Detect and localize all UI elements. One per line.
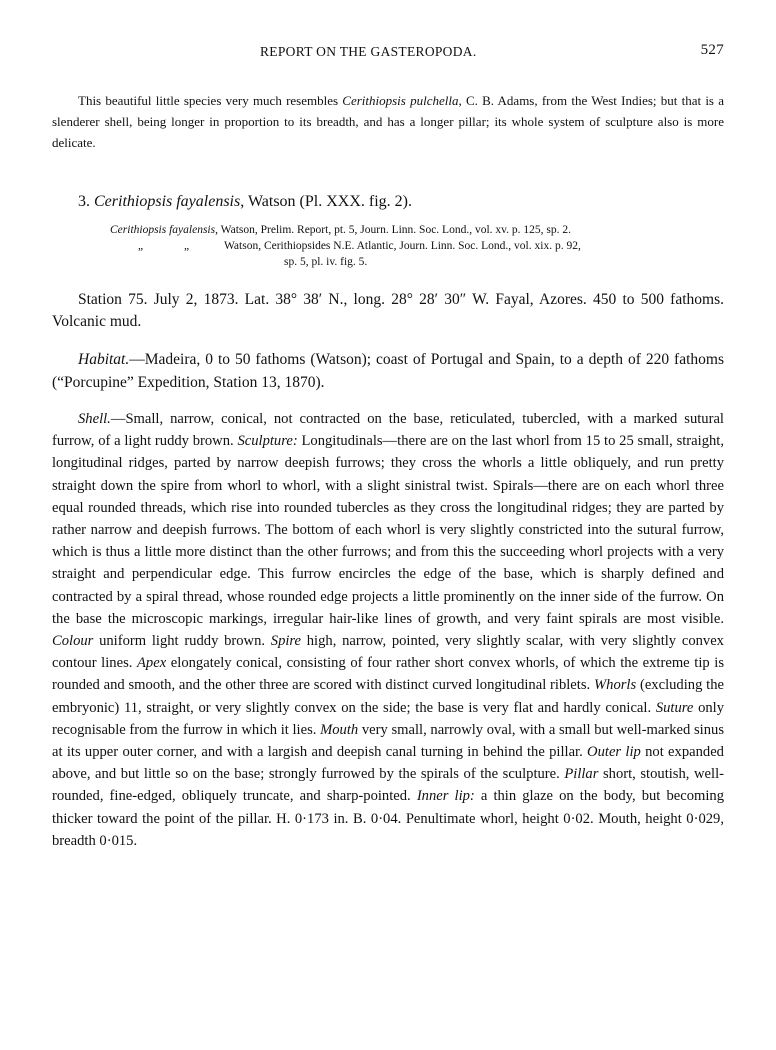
colour-label: Colour bbox=[52, 633, 94, 650]
species-name: Cerithiopsis fayalensis bbox=[94, 193, 241, 210]
shell-text-10: short, stoutish, well-rounded, fine-edged, obliquely truncate, and sharp-pointed. bbox=[52, 766, 724, 805]
references bbox=[110, 222, 724, 270]
reference-1 bbox=[110, 222, 724, 238]
shell-text-7: only recognisable from the furrow in which it lies. bbox=[52, 699, 725, 738]
reference-1-name: Cerithiopsis fayalensis bbox=[110, 224, 216, 236]
station-info bbox=[52, 289, 724, 333]
shell-text-5: elongately conical, consisting of four rather short convex whorls, of which the extreme tip is rounded and smooth, and the other three are scored with distinct curved longitudinal riblets. bbox=[52, 655, 725, 694]
reference-2-text: Watson, Cerithiopsides N.E. Atlantic, Journ. Linn. Soc. Lond., vol. xix. p. 92, bbox=[224, 240, 581, 252]
habitat-label: Habitat. bbox=[78, 351, 130, 368]
species-heading bbox=[78, 191, 724, 213]
shell-text-11: a thin glaze on the body, but becoming thicker toward the point of the pillar. H. 0·173 in. B. 0·04. Penultimate whorl, height 0·02. Mouth, height 0·029, breadth 0·015. bbox=[52, 788, 724, 849]
shell-text-3: uniform light ruddy brown. bbox=[93, 633, 271, 650]
habitat-text: —Madeira, 0 to 50 fathoms (Watson); coast of Portugal and Spain, to a depth of 220 fathoms (“Porcupine” Expedition, Station 13, 1870). bbox=[52, 351, 724, 391]
shell-text-8: very small, narrowly oval, with a small but well-marked sinus at its upper outer corner, and with a largish and deepish canal turning in behind the pillar. bbox=[52, 721, 724, 761]
shell-text-2: Longitudinals—there are on the last whorl from 15 to 25 small, straight, longitudinal ridges, parted by narrow deepish furrows; they cross the whorls a little obliquely, and run pretty straight down the spire from whorl to whorl, with a slight sinistral twist. Spirals—there are on each whorl three equal rounded threads, which rise into rounded tubercles as they cross the longitudinal ridges; they are parted by rather narrow and deepish furrows. The bottom of each whorl is very slightly constricted into the sutural furrow, which is thus a little more distinct than the other furrows; and from this the succeeding whorl projects with a very straight and perpendicular edge. This furrow encircles the edge of the base, which is sharply defined and contracted by a spiral thread, whose rounded edge projects a little prominently on the inner side of the furrow. On the base the microscopic markings, irregular hair-like lines of growth, and very faint spirals are most visible. bbox=[52, 433, 724, 627]
species-authority: , Watson (Pl. XXX. fig. 2). bbox=[240, 193, 412, 210]
shell-text-4: high, narrow, pointed, very slightly scalar, with very slightly convex contour lines. bbox=[52, 633, 724, 672]
shell-text-1: —Small, narrow, conical, not contracted on the base, reticulated, tubercled, with a marked sutural furrow, of a light ruddy brown. bbox=[52, 411, 724, 450]
sculpture-label: Sculpture: bbox=[237, 433, 298, 450]
apex-label: Apex bbox=[137, 655, 167, 672]
ditto-mark-2: „ bbox=[184, 240, 190, 252]
whorls-label: Whorls bbox=[593, 677, 637, 694]
reference-2-continuation: sp. 5, pl. iv. fig. 5. bbox=[284, 256, 368, 268]
shell-label: Shell. bbox=[78, 411, 111, 427]
spire-label: Spire bbox=[270, 633, 302, 650]
outer-lip-label: Outer lip bbox=[587, 744, 641, 761]
shell-text-6: (excluding the embryonic) 11, straight, or very slightly convex on the side; the base is very flat and hardly conical. bbox=[52, 677, 724, 716]
note-text-before: This beautiful little species very much resembles bbox=[78, 93, 343, 108]
note-species-italic: Cerithiopsis pulchella bbox=[342, 93, 459, 108]
shell-description bbox=[52, 408, 724, 852]
suture-label: Suture bbox=[655, 699, 694, 716]
shell-text-9: not expanded above, and but little so on the base; strongly furrowed by the spirals of the sculpture. bbox=[52, 744, 724, 783]
page-number: 527 bbox=[700, 42, 724, 58]
ditto-mark-1: „ bbox=[138, 240, 144, 252]
station-text: Station 75. July 2, 1873. Lat. 38° 38′ N., long. 28° 28′ 30″ W. Fayal, Azores. 450 to 500 fathoms. Volcanic mud. bbox=[52, 291, 724, 330]
habitat-paragraph bbox=[52, 348, 724, 394]
reference-1-rest: , Watson, Prelim. Report, pt. 5, Journ. Linn. Soc. Lond., vol. xv. p. 125, sp. 2. bbox=[215, 224, 571, 236]
comparison-note bbox=[52, 90, 724, 153]
mouth-label: Mouth bbox=[320, 721, 359, 738]
header-title: REPORT ON THE GASTEROPODA. bbox=[260, 44, 477, 59]
pillar-label: Pillar bbox=[564, 766, 599, 783]
reference-2 bbox=[110, 238, 724, 254]
inner-lip-label: Inner lip: bbox=[416, 788, 475, 805]
note-text-after: , C. B. Adams, from the West Indies; but that is a slenderer shell, being longer in proportion to its breadth, and has a longer pillar; its whole system of sculpture also is more delicate. bbox=[52, 93, 724, 150]
species-number: 3. bbox=[78, 193, 90, 210]
